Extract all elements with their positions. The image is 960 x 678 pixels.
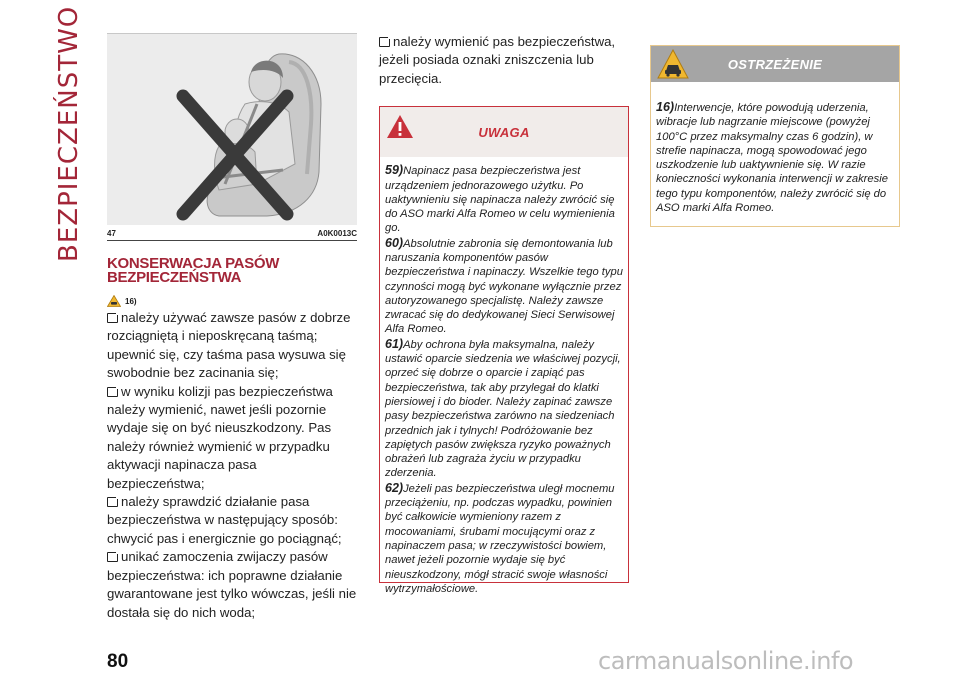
list-item-text: należy używać zawsze pasów z dobrze rozciągniętą i nieposkręcaną taśmą; upewnić się, czy taśma pasa wysuwa się swobodnie bez zacinania się; <box>107 310 351 381</box>
warning-ref-number: 16) <box>125 296 137 306</box>
checkbox-icon <box>107 497 118 507</box>
note-text: Napinacz pasa bezpieczeństwa jest urządzeniem jednorazowego użytku. Po uaktywnieniu się napinacza należy zwrócić się do ASO marki Alfa Romeo w celu wymienienia go. <box>385 165 615 235</box>
note-text: Jeżeli pas bezpieczeństwa uległ mocnemu przeciążeniu, np. podczas wypadku, powinien być całkowicie wymieniony razem z mocowaniami, śrubami mocującymi oraz z napinaczem pasa; w rzeczywistości bowiem, nawet jeżeli pozornie wydaje się być nieuszkodzony, mógł stracić swoje własności wytrzymałościowe. <box>385 482 615 595</box>
section-heading: KONSERWACJA PASÓW BEZPIECZEŃSTWA <box>107 255 280 286</box>
car-warning-icon <box>107 295 121 307</box>
list-item <box>107 493 357 548</box>
note-number: 61) <box>385 336 404 351</box>
note-text: Interwencje, które powodują uderzenia, wibracje lub nagrzanie miejscowe (powyżej 100°C przez maksymalny czas 6 godzin), w strefie napinacza, mogą spowodować jego uszkodzenie lub uaktywnienie się. W razie konieczności wykonania interwencji w zakresie tego typu komponentów, należy zwrócić się do ASO marki Alfa Romeo. <box>656 102 888 215</box>
list-item <box>107 383 357 493</box>
checkbox-icon <box>107 552 118 562</box>
page-number: 80 <box>107 651 129 672</box>
ostrzezenie-notes <box>651 82 899 215</box>
list-item-text: w wyniku kolizji pas bezpieczeństwa należy wymienić, nawet jeśli pozornie wydaje się on być nieuszkodzony. Pas należy również wymienić w przypadku aktywacji napinacza pasa bezpieczeństwa; <box>107 383 333 491</box>
caption-divider <box>107 240 357 241</box>
checkbox-icon <box>107 387 118 397</box>
uwaga-box <box>379 106 629 595</box>
left-item-list <box>107 309 357 622</box>
list-item-text: unikać zamoczenia zwijaczy pasów bezpieczeństwa: ich poprawne działanie gwarantowane jest tylko wówczas, jeśli nie dostała się do nich woda; <box>107 549 357 620</box>
uwaga-title: UWAGA <box>478 124 530 140</box>
warning-triangle-icon <box>386 114 414 139</box>
note-item <box>385 337 623 481</box>
list-item-text: należy wymienić pas bezpieczeństwa, jeżeli posiada oznaki zniszczenia lub przecięcia. <box>379 34 616 86</box>
middle-column <box>379 33 629 595</box>
uwaga-header <box>380 107 628 157</box>
car-warning-icon <box>657 49 689 79</box>
ostrzezenie-box <box>650 45 900 227</box>
figure-child-seat-illustration <box>107 33 357 225</box>
left-column <box>107 33 357 622</box>
warning-reference <box>107 293 357 309</box>
figure-number: 47 <box>107 229 116 238</box>
note-item <box>656 100 895 215</box>
ostrzezenie-header <box>651 46 899 82</box>
right-column <box>650 45 900 227</box>
note-item <box>385 163 623 235</box>
note-number: 60) <box>385 235 404 250</box>
note-item <box>385 481 623 596</box>
uwaga-notes <box>380 157 628 596</box>
note-number: 59) <box>385 163 404 178</box>
figure-caption <box>107 225 357 238</box>
list-item <box>107 548 357 622</box>
section-tab: BEZPIECZEŃSTWO <box>54 5 84 262</box>
child-seat-drawing <box>107 34 357 225</box>
list-item <box>379 33 629 88</box>
list-item-text: należy sprawdzić działanie pasa bezpieczeństwa w następujący sposób: chwycić pas i energicznie go pociągnąć; <box>107 494 342 546</box>
note-text: Absolutnie zabronia się demontowania lub naruszania komponentów pasów bezpieczeństwa i napinaczy. Wszelkie tego typu czynności mogą być wykonane wyłącznie przez autoryzowanego specjalistę. Należy zawsze zwracać się do dedykowanej Sieci Serwisowej Alfa Romeo. <box>385 237 623 336</box>
checkbox-icon <box>107 313 118 323</box>
figure-code: A0K0013C <box>317 229 357 238</box>
ostrzezenie-title: OSTRZEŻENIE <box>727 56 823 72</box>
note-number: 62) <box>385 480 404 495</box>
list-item <box>107 309 357 383</box>
note-item <box>385 236 623 337</box>
watermark: carmanualsonline.info <box>598 647 854 675</box>
note-text: Aby ochrona była maksymalna, należy ustawić oparcie siedzenia we właściwej pozycji, oprzeć się dobrze o oparcie i zapiąć pas bezpieczeństwa, tak aby przylegał do klatki piersiowej i do bioder. Należy zapinać zawsze pasy bezpieczeństwa zarówno na siedzeniach przednich jak i tylnych! Podróżowanie bez zapiętych pasów zwiększa ryzyko poważnych obrażeń lub zagraża życiu w przypadku zderzenia. <box>385 338 621 480</box>
checkbox-icon <box>379 37 390 47</box>
note-number: 16) <box>656 100 675 114</box>
